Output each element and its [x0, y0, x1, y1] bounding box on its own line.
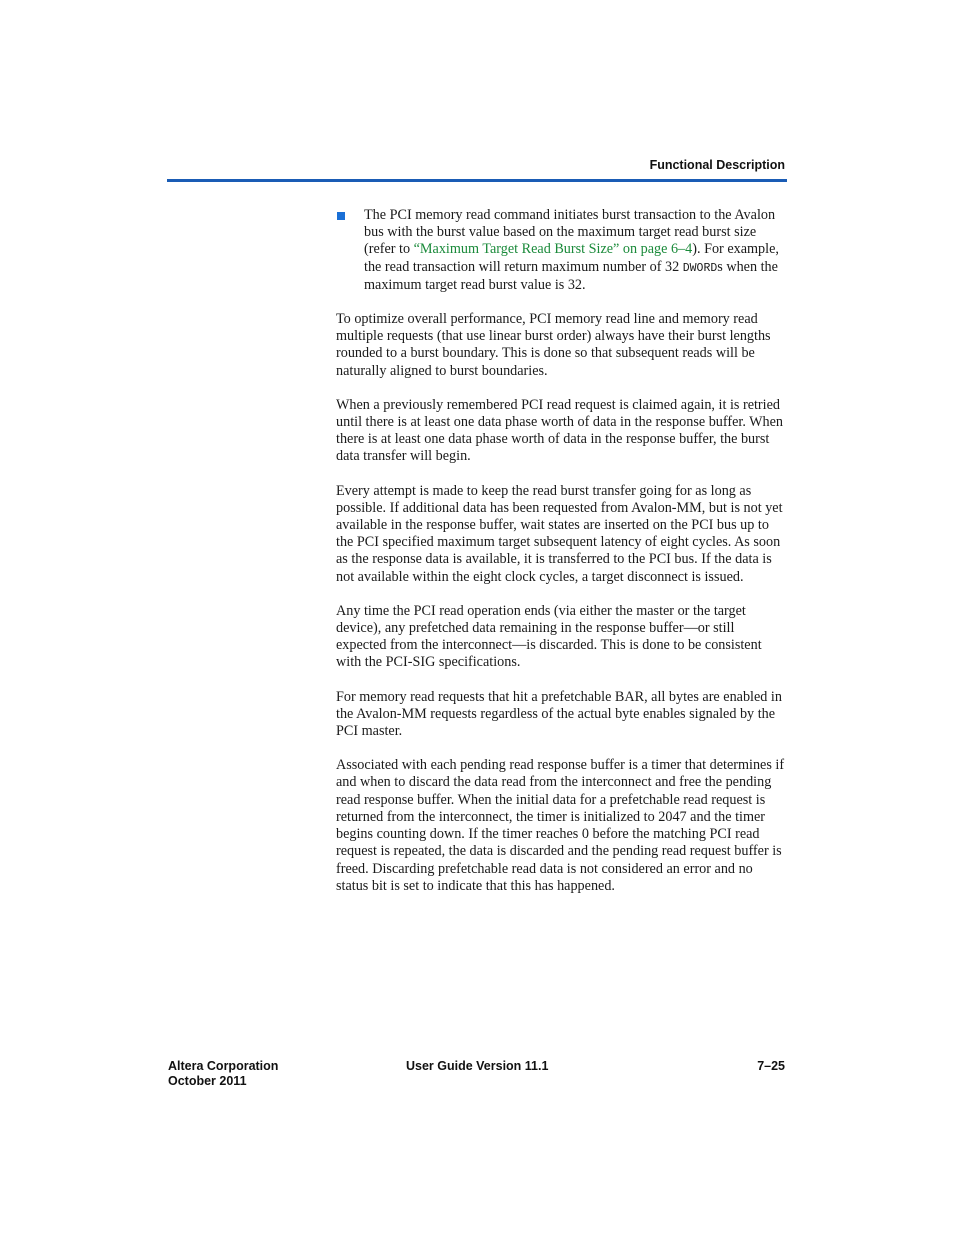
footer-page-number: 7–25: [757, 1059, 785, 1073]
paragraph-timer: Associated with each pending read response buffer is a timer that determines if and when to discard the data read from the interconnect and free the pending read response buffer. When the initial data for a prefetchable read request is returned from the interconnect, the timer is initialized to 2047 and the timer begins counting down. If the timer reaches 0 before the matching PCI read request is repeated, the data is discarded and the pending read request buffer is freed. Discarding prefetchable read data is not considered an error and no status bit is set to indicate that this has happened.: [336, 757, 785, 894]
running-header-title: Functional Description: [649, 158, 785, 172]
footer-date: October 2011: [168, 1074, 247, 1088]
cross-reference-link[interactable]: “Maximum Target Read Burst Size” on page 6–4: [413, 241, 693, 258]
bullet-square-icon: [337, 212, 345, 220]
bullet-item: [336, 207, 786, 294]
paragraph-discard: Any time the PCI read operation ends (via either the master or the target device), any prefetched data remaining in the response buffer—or still expected from the interconnect—is discarded. This is done to be consistent with the PCI-SIG specifications.: [336, 602, 762, 671]
paragraph-burst-boundary: To optimize overall performance, PCI memory read line and memory read multiple requests (that use linear burst order) always have their burst lengths rounded to a burst boundary. This is done so that subsequent reads will be naturally aligned to burst boundaries.: [336, 311, 771, 379]
footer-left: [168, 1059, 278, 1089]
dword-code: DWORD: [682, 261, 718, 275]
header-rule: [167, 179, 787, 182]
paragraph-wait-states: Every attempt is made to keep the read burst transfer going for as long as possible. If additional data has been requested from Avalon-MM, but is not yet available in the response buffer, wait states are inserted on the PCI bus up to the PCI specified maximum target subsequent latency of eight cycles. As soon as the response data is available, it is transferred to the PCI bus. If the data is not available within the eight clock cycles, a target disconnect is issued.: [336, 482, 783, 585]
footer-company: Altera Corporation: [168, 1059, 279, 1073]
paragraph-retry: When a previously remembered PCI read request is claimed again, it is retried until there is at least one data phase worth of data in the response buffer. When there is at least one data phase worth of data in the response buffer, the burst data transfer will begin.: [336, 396, 784, 465]
bullet-text-start: The PCI memory read command initiates burst transaction to the Avalon bus with the burst value based on the maximum target read burst size (refer to: [364, 207, 776, 258]
bullet-text-end: s when the maximum target read burst value is 32.: [364, 258, 778, 293]
main-content: [336, 207, 786, 912]
paragraph-prefetchable-bar: For memory read requests that hit a prefetchable BAR, all bytes are enabled in the Avalon-MM requests regardless of the actual byte enables signaled by the PCI master.: [336, 688, 782, 740]
bullet-text-middle: ). For example, the read transaction will return maximum number of 32: [364, 241, 779, 275]
footer-guide-version: User Guide Version 11.1: [406, 1059, 549, 1073]
